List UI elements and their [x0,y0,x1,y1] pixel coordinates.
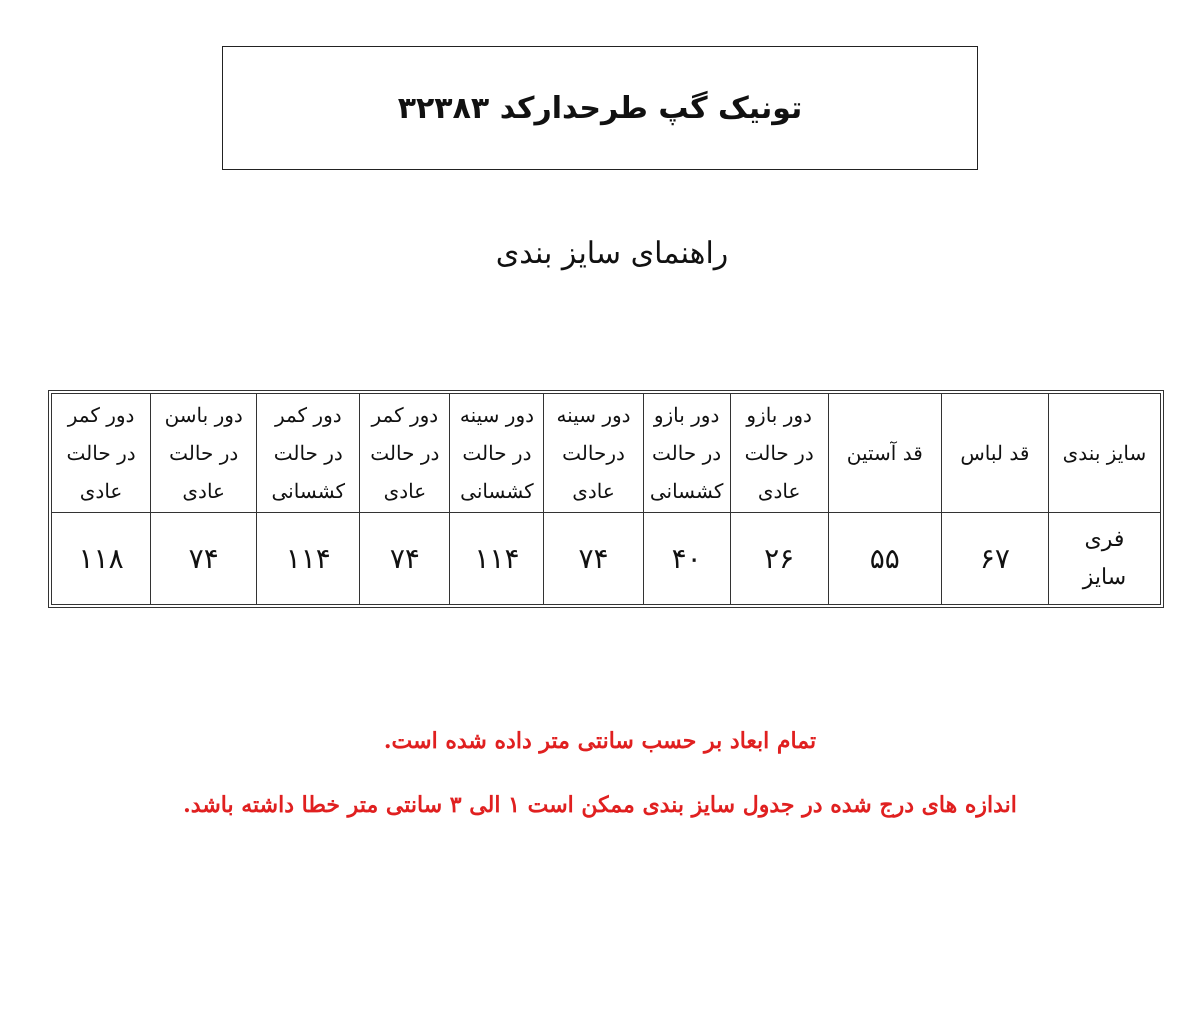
cell-arm-normal: ۲۶ [730,513,828,605]
header-waist-normal-2: دور کمر در حالت عادی [52,394,151,513]
header-dress-length: قد لباس [941,394,1048,513]
cell-waist-normal-2: ۱۱۸ [52,513,151,605]
header-sleeve-length: قد آستین [828,394,941,513]
cell-size: فری سایز [1048,513,1160,605]
cell-waist-stretch: ۱۱۴ [257,513,360,605]
table-header-row [52,394,1161,513]
units-note: تمام ابعاد بر حسب سانتی متر داده شده است. [383,728,817,754]
header-size: سایز بندی [1048,394,1160,513]
cell-chest-normal: ۷۴ [544,513,643,605]
cell-waist-normal: ۷۴ [360,513,450,605]
title-box [222,46,978,170]
table-row [52,513,1161,605]
header-waist-stretch: دور کمر در حالت کشسانی [257,394,360,513]
cell-chest-stretch: ۱۱۴ [450,513,544,605]
header-chest-stretch: دور سینه در حالت کشسانی [450,394,544,513]
header-arm-normal: دور بازو در حالت عادی [730,394,828,513]
tolerance-note: اندازه های درج شده در جدول سایز بندی ممکن است ۱ الی ۳ سانتی متر خطا داشته باشد. [183,792,1017,818]
header-waist-normal: دور کمر در حالت عادی [360,394,450,513]
header-arm-stretch: دور بازو در حالت کشسانی [643,394,730,513]
cell-dress-length: ۶۷ [941,513,1048,605]
cell-sleeve-length: ۵۵ [828,513,941,605]
size-table [51,393,1161,605]
size-guide-heading: راهنمای سایز بندی [495,236,729,271]
size-table-frame [48,390,1164,608]
header-hip-normal: دور باسن در حالت عادی [151,394,257,513]
cell-arm-stretch: ۴۰ [643,513,730,605]
cell-hip-normal: ۷۴ [151,513,257,605]
header-chest-normal: دور سینه درحالت عادی [544,394,643,513]
page-title: تونیک گپ طرحدارکد ۳۲۳۸۳ [397,90,803,126]
